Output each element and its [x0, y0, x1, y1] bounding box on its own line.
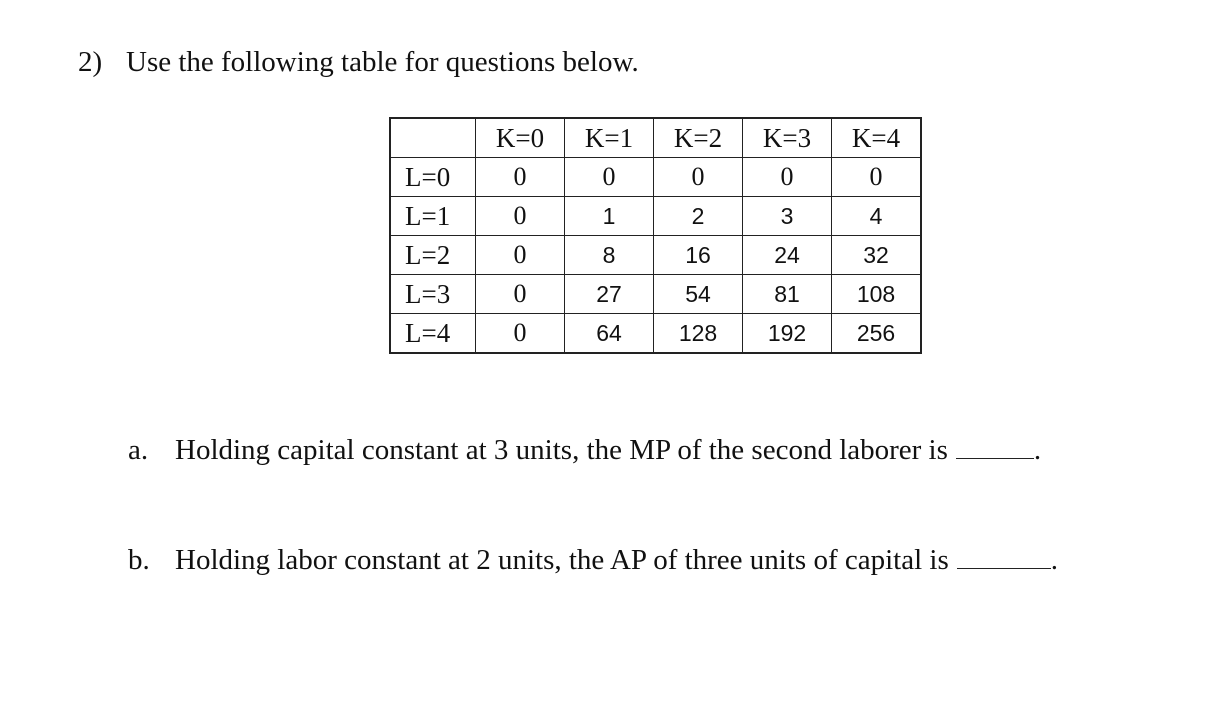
table-row — [390, 197, 921, 236]
col-header: K=4 — [832, 118, 922, 158]
table-cell: 24 — [743, 236, 832, 275]
sub-question-letter: a. — [128, 434, 149, 466]
table-row — [390, 275, 921, 314]
table-cell: 2 — [654, 197, 743, 236]
row-header: L=4 — [390, 314, 476, 354]
sub-question-text: Holding labor constant at 2 units, the AP of three units of capital is — [175, 544, 949, 576]
answer-blank — [957, 544, 1051, 569]
table-cell: 256 — [832, 314, 922, 354]
question-number: 2) — [78, 46, 103, 78]
corner-cell — [390, 118, 476, 158]
table-cell: 0 — [476, 236, 565, 275]
table-row — [390, 236, 921, 275]
table-cell: 108 — [832, 275, 922, 314]
table-cell: 0 — [565, 158, 654, 197]
question-heading — [78, 44, 639, 80]
answer-blank — [956, 434, 1034, 459]
table-cell: 64 — [565, 314, 654, 354]
table-cell: 32 — [832, 236, 922, 275]
table-cell: 8 — [565, 236, 654, 275]
sub-question-text: Holding capital constant at 3 units, the MP of the second laborer is — [175, 434, 948, 466]
table-cell: 0 — [476, 275, 565, 314]
table-cell: 27 — [565, 275, 654, 314]
table-row — [390, 314, 921, 354]
table-cell: 0 — [654, 158, 743, 197]
row-header: L=0 — [390, 158, 476, 197]
table-cell: 3 — [743, 197, 832, 236]
table-cell: 1 — [565, 197, 654, 236]
sub-question-b — [128, 542, 1058, 578]
table-cell: 192 — [743, 314, 832, 354]
question-text: Use the following table for questions below. — [126, 46, 639, 78]
table-cell: 0 — [743, 158, 832, 197]
sub-question-end: . — [1033, 434, 1042, 466]
table-cell: 0 — [476, 314, 565, 354]
table-cell: 81 — [743, 275, 832, 314]
row-header: L=2 — [390, 236, 476, 275]
col-header: K=2 — [654, 118, 743, 158]
sub-question-a — [128, 432, 1041, 468]
table-cell: 0 — [476, 158, 565, 197]
col-header: K=1 — [565, 118, 654, 158]
table-cell: 0 — [832, 158, 922, 197]
table-cell: 4 — [832, 197, 922, 236]
col-header: K=0 — [476, 118, 565, 158]
table-cell: 0 — [476, 197, 565, 236]
table-header-row — [390, 118, 921, 158]
sub-question-letter: b. — [128, 544, 150, 576]
production-table — [389, 117, 922, 354]
table-cell: 54 — [654, 275, 743, 314]
table-cell: 128 — [654, 314, 743, 354]
sub-question-end: . — [1050, 544, 1058, 576]
col-header: K=3 — [743, 118, 832, 158]
row-header: L=1 — [390, 197, 476, 236]
table-row — [390, 158, 921, 197]
row-header: L=3 — [390, 275, 476, 314]
table-cell: 16 — [654, 236, 743, 275]
